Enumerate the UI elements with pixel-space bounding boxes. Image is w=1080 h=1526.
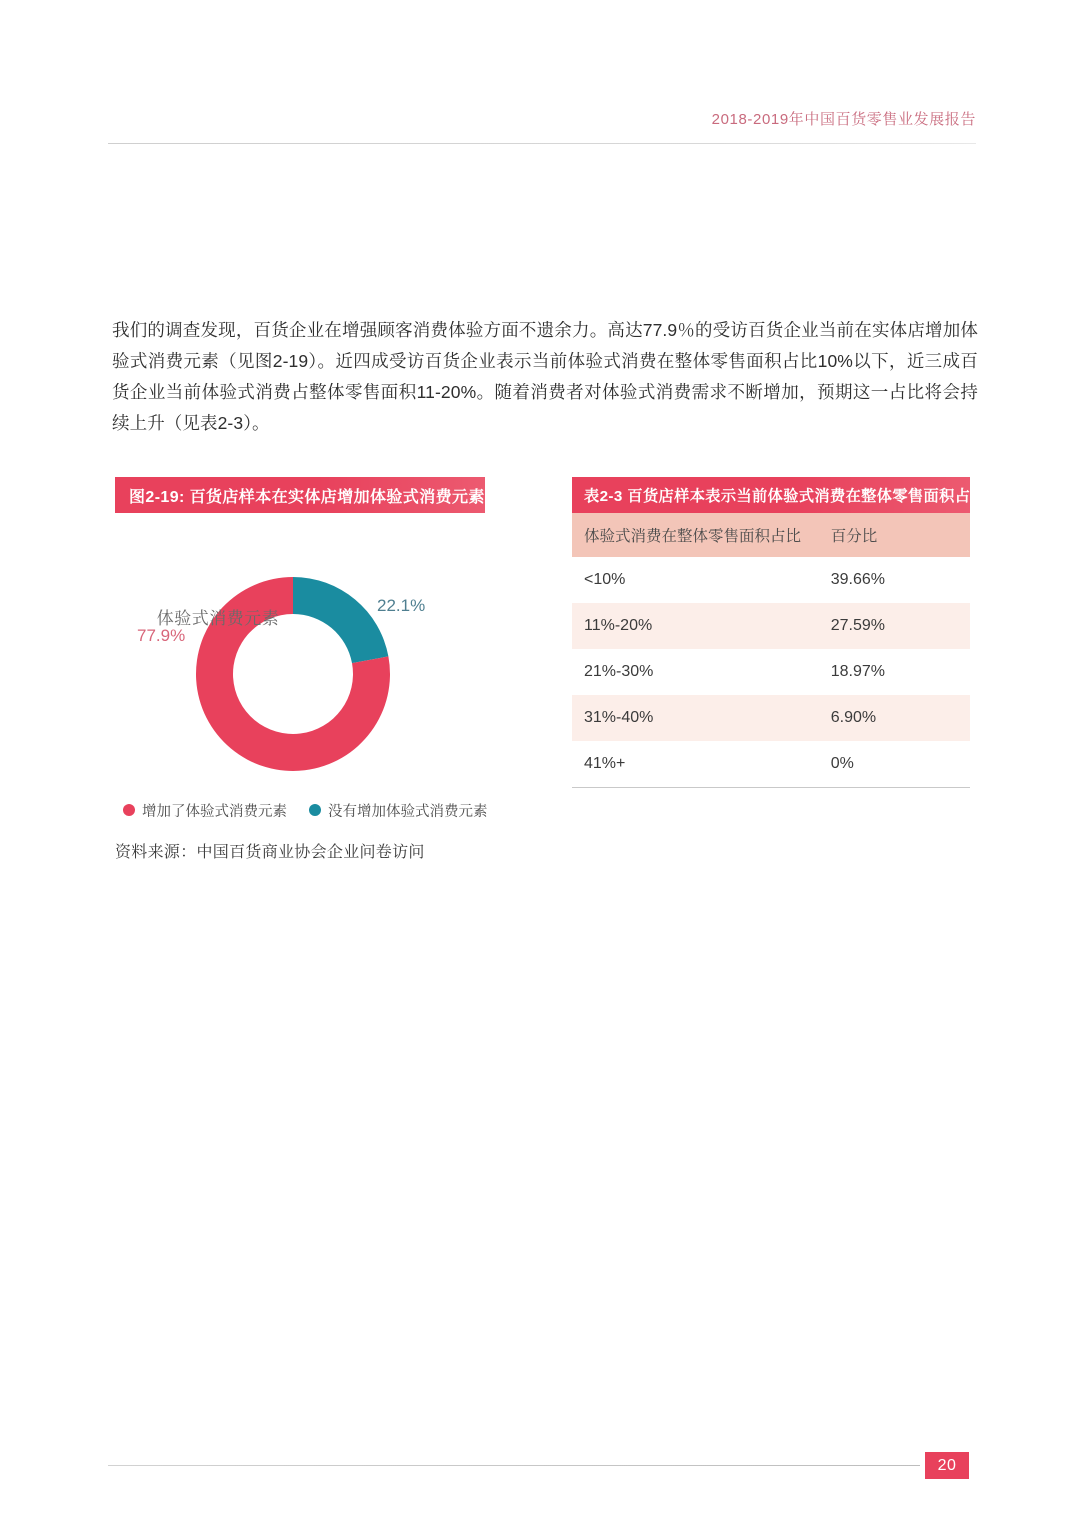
cell-percent: 6.90% bbox=[819, 695, 970, 741]
footer-divider bbox=[108, 1465, 920, 1466]
cell-percent: 39.66% bbox=[819, 557, 970, 603]
chart-legend bbox=[115, 797, 488, 823]
page-number-badge: 20 bbox=[925, 1452, 969, 1479]
table-row bbox=[572, 695, 970, 741]
column-header-percent: 百分比 bbox=[819, 513, 970, 557]
cell-range: 21%-30% bbox=[572, 649, 819, 695]
legend-label-not-added: 没有增加体验式消费元素 bbox=[328, 803, 488, 820]
legend-color-swatch-teal bbox=[309, 804, 321, 816]
table-row bbox=[572, 741, 970, 787]
column-header-range: 体验式消费在整体零售面积占比 bbox=[572, 513, 819, 557]
cell-range: 31%-40% bbox=[572, 695, 819, 741]
figure-banner-title: 图2-19: 百货店样本在实体店增加体验式消费元素情况 bbox=[115, 477, 485, 513]
cell-percent: 18.97% bbox=[819, 649, 970, 695]
report-title: 2018-2019年中国百货零售业发展报告 bbox=[711, 111, 976, 128]
table-row bbox=[572, 557, 970, 603]
donut-chart bbox=[115, 513, 485, 795]
running-header bbox=[108, 108, 976, 129]
legend-color-swatch-red bbox=[123, 804, 135, 816]
table-row bbox=[572, 649, 970, 695]
table-body bbox=[572, 557, 970, 787]
table-row bbox=[572, 603, 970, 649]
percentage-table bbox=[572, 513, 970, 788]
cell-percent: 27.59% bbox=[819, 603, 970, 649]
table-head bbox=[572, 513, 970, 557]
cell-range: 41%+ bbox=[572, 741, 819, 787]
table-header-row bbox=[572, 513, 970, 557]
legend-item-not-added bbox=[309, 800, 488, 821]
cell-range: 11%-20% bbox=[572, 603, 819, 649]
body-paragraph: 我们的调查发现，百货企业在增强顾客消费体验方面不遗余力。高达77.9％的受访百货企业当前在实体店增加体验式消费元素（见图2-19）。近四成受访百货企业表示当前体验式消费在整体零售面积占比10%以下，近三成百货企业当前体验式消费占整体零售面积11-20%。随着消费者对体验式消费需求不断增加，预期这一占比将会持续上升（见表2-3）。 bbox=[112, 319, 978, 433]
table-2-3 bbox=[572, 477, 986, 788]
donut-label-major: 77.9% bbox=[137, 626, 186, 645]
header-divider bbox=[108, 143, 976, 144]
figure-source-note: 资料来源：中国百货商业协会企业问卷访问 bbox=[115, 844, 425, 861]
cell-range: <10% bbox=[572, 557, 819, 603]
donut-center-label-wrap bbox=[115, 513, 321, 719]
legend-label-added: 增加了体验式消费元素 bbox=[142, 803, 287, 820]
figure-2-19 bbox=[115, 477, 518, 862]
table-banner-title: 表2-3 百货店样本表示当前体验式消费在整体零售面积占比 bbox=[572, 477, 970, 513]
legend-item-added bbox=[123, 800, 287, 821]
cell-percent: 0% bbox=[819, 741, 970, 787]
donut-center-label: 体验式消费元素 bbox=[156, 608, 280, 628]
donut-label-minor: 22.1% bbox=[377, 596, 426, 615]
